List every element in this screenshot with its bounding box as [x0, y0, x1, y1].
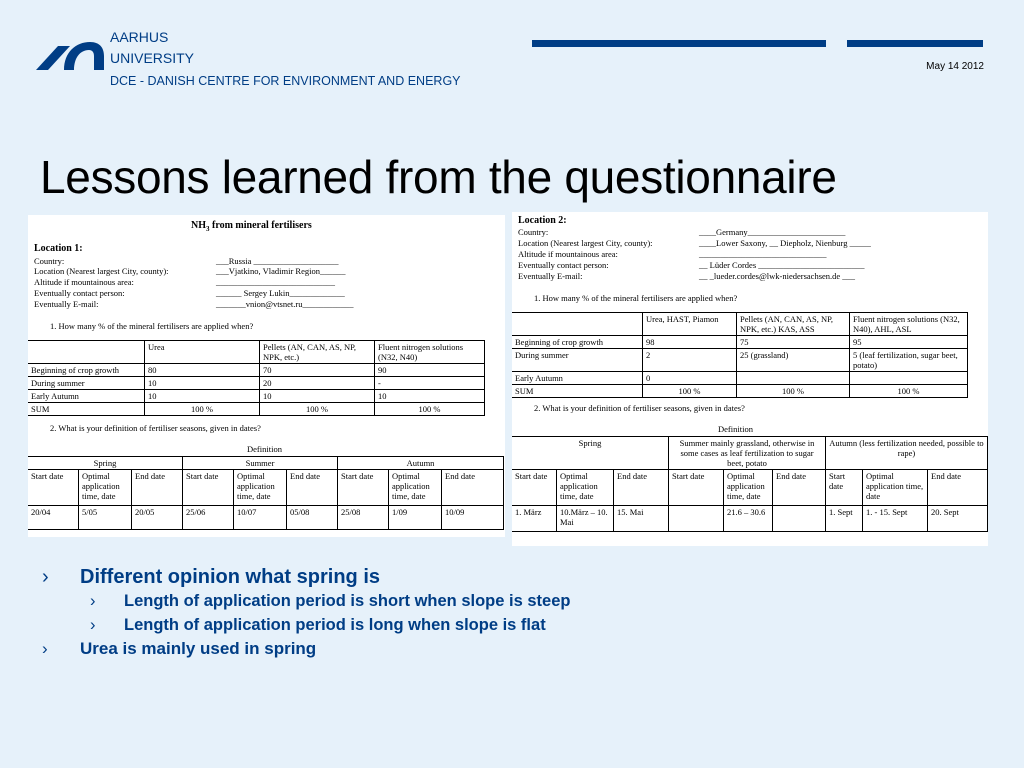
table-header-row	[28, 457, 504, 470]
table-cell	[737, 372, 850, 385]
field-label: Altitude if mountainous area:	[518, 249, 618, 259]
season-header: Spring	[512, 437, 669, 470]
table-cell: Optimal application time, date	[79, 470, 132, 506]
field-label: Eventually contact person:	[34, 288, 125, 298]
table-cell: Urea, HAST, Piamon	[643, 313, 737, 336]
table-cell: Optimal application time, date	[389, 470, 442, 506]
table-row	[512, 349, 968, 372]
questionnaire-scan-right	[512, 212, 988, 546]
bullet-arrow-icon: ›	[90, 592, 96, 610]
table-cell: 15. Mai	[614, 506, 669, 532]
table-header-row	[512, 437, 988, 470]
table-cell: End date	[132, 470, 183, 506]
bullet-text: Length of application period is long when slope is flat	[124, 616, 546, 634]
bullet-arrow-icon: ›	[90, 616, 96, 634]
table-cell: 95	[850, 336, 968, 349]
table-header-row	[512, 313, 968, 336]
question-2: 2. What is your definition of fertiliser seasons, given in dates?	[50, 423, 261, 433]
table-cell: Fluent nitrogen solutions (N32, N40)	[375, 341, 485, 364]
field-value: ______ Sergey Lukin_____________	[216, 288, 345, 298]
table-cell	[773, 506, 826, 532]
table-cell: 1. - 15. Sept	[863, 506, 928, 532]
table-cell: 100 %	[850, 385, 968, 398]
table-cell	[28, 341, 145, 364]
table-cell: Beginning of crop growth	[512, 336, 643, 349]
table-cell: 0	[643, 372, 737, 385]
field-value: ______________________________	[699, 249, 827, 259]
field-label: Location (Nearest largest City, county):	[518, 238, 653, 248]
table-cell: 10.März – 10. Mai	[557, 506, 614, 532]
bullet-text: Different opinion what spring is	[80, 566, 380, 588]
table-cell: 20/05	[132, 506, 183, 530]
table-cell: End date	[928, 470, 988, 506]
table-cell: Start date	[826, 470, 863, 506]
table-cell: Fluent nitrogen solutions (N32, N40), AHL, ASL	[850, 313, 968, 336]
table-cell: 20/04	[28, 506, 79, 530]
table-row	[28, 377, 485, 390]
table-cell: -	[375, 377, 485, 390]
season-dates-table	[28, 456, 504, 530]
table-row	[512, 336, 968, 349]
table-row	[28, 403, 485, 416]
bullet-text: Length of application period is short when slope is steep	[124, 592, 571, 610]
table-cell: During summer	[28, 377, 145, 390]
questionnaire-scan-left	[28, 215, 505, 537]
table-cell: Optimal application time, date	[234, 470, 287, 506]
scan-heading: $NH_3$ from mineral fertilisers	[191, 220, 312, 233]
table-cell: 100 %	[260, 403, 375, 416]
table-cell: 21.6 – 30.6	[724, 506, 773, 532]
table-cell: 5 (leaf fertilization, sugar beet, potato)	[850, 349, 968, 372]
field-value: ___Russia ____________________	[216, 256, 339, 266]
field-label: Location (Nearest largest City, county):	[34, 266, 169, 276]
field-value: __ Lüder Cordes _________________________	[699, 260, 865, 270]
definition-label: Definition	[247, 444, 282, 454]
table-cell: Start date	[183, 470, 234, 506]
bullet-arrow-icon: ›	[42, 566, 49, 588]
table-cell: 10/07	[234, 506, 287, 530]
table-cell: 100 %	[643, 385, 737, 398]
table-cell: 70	[260, 364, 375, 377]
table-header-row	[512, 470, 988, 506]
table-row	[28, 506, 504, 530]
table-cell: End date	[773, 470, 826, 506]
table-cell: 98	[643, 336, 737, 349]
fertiliser-share-table	[28, 340, 485, 416]
slide-date: May 14 2012	[926, 61, 984, 72]
centre-name: DCE - DANISH CENTRE FOR ENVIRONMENT AND ENERGY	[110, 74, 461, 88]
table-cell	[669, 506, 724, 532]
table-header-row	[28, 341, 485, 364]
table-cell: End date	[614, 470, 669, 506]
table-cell: 10	[260, 390, 375, 403]
table-cell: 10/09	[442, 506, 504, 530]
field-value: __ _lueder.cordes@lwk-niedersachsen.de ___	[699, 271, 856, 281]
field-label: Country:	[518, 227, 549, 237]
aarhus-university-logo	[36, 38, 104, 72]
table-cell: 10	[145, 390, 260, 403]
table-cell: Optimal application time, date	[724, 470, 773, 506]
question-2: 2. What is your definition of fertiliser seasons, given in dates?	[534, 403, 745, 413]
question-1: 1. How many % of the mineral fertilisers are applied when?	[534, 293, 738, 303]
table-cell: 25/06	[183, 506, 234, 530]
table-cell: 100 %	[375, 403, 485, 416]
field-label: Country:	[34, 256, 65, 266]
table-cell: Early Autumn	[512, 372, 643, 385]
table-cell	[850, 372, 968, 385]
table-cell: During summer	[512, 349, 643, 372]
field-label: Eventually contact person:	[518, 260, 609, 270]
location-label: Location 2:	[518, 215, 567, 226]
fertiliser-share-table	[512, 312, 968, 398]
season-header: Spring	[28, 457, 183, 470]
table-cell: 05/08	[287, 506, 338, 530]
table-cell: SUM	[512, 385, 643, 398]
header-bar-short	[847, 40, 983, 47]
field-value: ___Vjatkino, Vladimir Region______	[216, 266, 346, 276]
header-bar-long	[532, 40, 826, 47]
table-cell: 90	[375, 364, 485, 377]
table-cell: Urea	[145, 341, 260, 364]
table-cell: Early Autumn	[28, 390, 145, 403]
table-cell: 10	[145, 377, 260, 390]
table-row	[28, 390, 485, 403]
season-dates-table	[512, 436, 988, 532]
table-cell: 1/09	[389, 506, 442, 530]
location-label: Location 1:	[34, 243, 83, 254]
season-header: Summer mainly grassland, otherwise in some cases as leaf fertilization to sugar beet, potato	[669, 437, 826, 470]
table-cell: Start date	[512, 470, 557, 506]
table-row	[512, 506, 988, 532]
season-header: Summer	[183, 457, 338, 470]
question-1: 1. How many % of the mineral fertilisers are applied when?	[50, 321, 254, 331]
table-cell: Start date	[338, 470, 389, 506]
table-cell: Start date	[669, 470, 724, 506]
bullet-text: Urea is mainly used in spring	[80, 639, 317, 658]
table-cell: 80	[145, 364, 260, 377]
table-cell: Optimal application time, date	[557, 470, 614, 506]
table-cell: 75	[737, 336, 850, 349]
table-cell: 20. Sept	[928, 506, 988, 532]
season-header: Autumn (less fertilization needed, possible to rape)	[826, 437, 988, 470]
field-label: Altitude if mountainous area:	[34, 277, 134, 287]
table-cell: 100 %	[737, 385, 850, 398]
field-label: Eventually E-mail:	[518, 271, 583, 281]
table-cell: Pellets (AN, CAN, AS, NP, NPK, etc.) KAS, ASS	[737, 313, 850, 336]
table-cell: End date	[442, 470, 504, 506]
table-cell: Pellets (AN, CAN, AS, NP, NPK, etc.)	[260, 341, 375, 364]
table-row	[512, 372, 968, 385]
table-cell: Start date	[28, 470, 79, 506]
field-value: ____Germany_______________________	[699, 227, 846, 237]
field-value: _______vnion@vtsnet.ru____________	[216, 299, 354, 309]
field-value: ____Lower Saxony, __ Diepholz, Nienburg _____	[699, 238, 871, 248]
table-cell: Beginning of crop growth	[28, 364, 145, 377]
table-cell: 20	[260, 377, 375, 390]
table-header-row	[28, 470, 504, 506]
bullet-arrow-icon: ›	[42, 639, 48, 658]
table-cell: 25/08	[338, 506, 389, 530]
university-line-1: AARHUS	[110, 29, 169, 45]
university-line-2: UNIVERSITY	[110, 50, 195, 66]
table-row	[28, 364, 485, 377]
table-cell: 10	[375, 390, 485, 403]
university-name	[110, 27, 194, 69]
table-cell: SUM	[28, 403, 145, 416]
table-cell: 1. Sept	[826, 506, 863, 532]
table-cell	[512, 313, 643, 336]
field-value: ____________________________	[216, 277, 335, 287]
table-cell: 5/05	[79, 506, 132, 530]
table-cell: 100 %	[145, 403, 260, 416]
table-cell: Optimal application time, date	[863, 470, 928, 506]
table-cell: End date	[287, 470, 338, 506]
season-header: Autumn	[338, 457, 504, 470]
definition-label: Definition	[718, 424, 753, 434]
table-row	[512, 385, 968, 398]
table-cell: 25 (grassland)	[737, 349, 850, 372]
field-label: Eventually E-mail:	[34, 299, 99, 309]
table-cell: 2	[643, 349, 737, 372]
slide-title: Lessons learned from the questionnaire	[40, 151, 837, 203]
table-cell: 1. März	[512, 506, 557, 532]
